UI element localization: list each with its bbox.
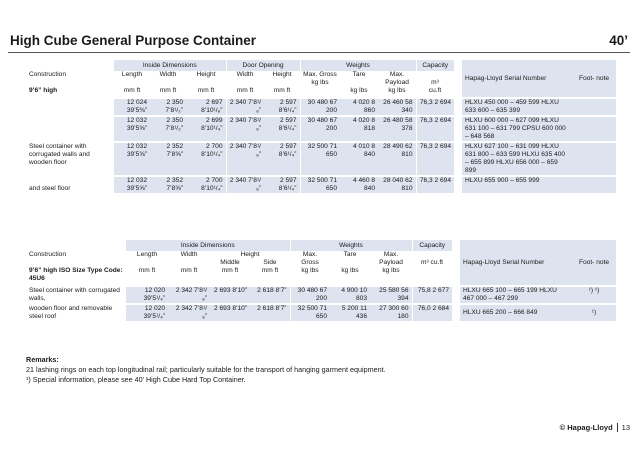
t2-col-max-gross: Gross — [301, 259, 319, 266]
page-footer — [560, 423, 630, 432]
table-row: Steel container with corrugated walls and wooden floor 12 032 39’5⅝” 2 352 7’8⅝” 2 700 8’10¹/₄” 2 340 7’8¹/₈” 2 597 8’6¹/₄” 32 500 71 650 4 010 8 840 28 490 62 810 76,3 2 694 HLXU 627 100 – 631 099 HLXU 631 800 – 633 599 HLXU 635 400 – 655 899 HLXU 656 000 – 659 899 — [26, 142, 616, 176]
remarks-line-1: 21 lashing rings on each top longitudinal rail; particularly suitable for the transport of hanging garment equipment. — [26, 365, 386, 374]
t2-footnote-heading: Foot- note — [572, 240, 616, 286]
table-row: 12 032 39’5⅝” 2 350 7’8¹/₂” 2 699 8’10¹/₄” 2 340 7’8¹/₈” 2 597 8’6¹/₄” 30 480 67 200 4 020 8 818 26 480 58 378 76,3 2 694 HLXU 600 000 – 627 099 HLXU 631 100 – 631 799 CPSU 600 000 – 648 568 — [26, 116, 616, 142]
t1-col-door-height: Height — [272, 71, 292, 78]
t2-col-max-gross-top: Max. — [302, 251, 318, 258]
t2-subtitle: 9’6” high ISO Size Type Code: 45U6 — [29, 267, 123, 282]
t1-col-height: Height — [196, 71, 216, 78]
t2-col-height-side: Side — [263, 259, 277, 266]
page-number: 13 — [617, 423, 630, 432]
t2-col-tare: Tare — [343, 251, 357, 258]
spec-table-standard — [26, 60, 616, 193]
t1-subtitle: 9’6” high — [29, 87, 58, 94]
table-row: 12 024 39’5⅜” 2 350 7’8¹/₂” 2 697 8’10¹/₈” 2 340 7’8¹/₈” 2 597 8’6¹/₄” 30 480 67 200 4 020 8 860 26 460 58 340 76,3 2 694 HLXU 450 000 – 459 599 HLXU 633 600 – 635 399 — [26, 98, 616, 116]
t1-footnote-heading: Foot- note — [572, 60, 616, 98]
t1-group-weights: Weights — [300, 60, 416, 71]
t2-col-max-payload: Payload — [379, 259, 403, 266]
page-title: High Cube General Purpose Container — [10, 33, 257, 48]
t1-col-capacity: m³ — [431, 79, 439, 86]
page-header — [8, 33, 630, 55]
t2-col-max-payload-top: Max. — [383, 251, 399, 258]
header-rule — [8, 52, 630, 53]
t1-col-max-payload: Max. Payload — [385, 71, 409, 86]
t2-serial-heading: Hapag-Lloyd Serial Number — [460, 240, 572, 286]
t1-col-length: Length — [121, 71, 143, 78]
table-row: and steel floor 12 032 39’5⅝” 2 352 7’8⅝” 2 700 8’10¹/₄” 2 340 7’8¹/₈” 2 597 8’6¹/₄” 32 500 71 650 4 460 8 840 28 040 62 810 76,3 2 694 HLXU 655 900 – 655 999 — [26, 176, 616, 193]
t1-group-door-opening: Door Opening — [226, 60, 300, 71]
remarks-line-2: ¹) Special information, please see 40’ High Cube Hard Top Container. — [26, 375, 246, 384]
t1-col-tare: Tare — [352, 71, 366, 78]
t1-col-door-width: Width — [236, 71, 254, 78]
t2-col-width: Width — [180, 251, 198, 258]
table-row: wooden floor and removable steel roof 12 020 39’5¹/₄” 2 342 7’8¹/₈” 2 693 8’10” 2 618 8’7” 32 500 71 650 5 200 11 436 27 300 60 180 76,0 2 684 HLXU 665 200 – 666 849 ¹) — [26, 304, 616, 321]
spec-table-hard-top — [26, 240, 616, 321]
t1-group-row — [26, 60, 616, 71]
t2-group-weights: Weights — [290, 240, 412, 251]
t2-group-capacity: Capacity — [412, 240, 452, 251]
t1-serial-heading: Hapag-Lloyd Serial Number — [462, 60, 572, 98]
t2-column-header-row: Construction 9’6” high ISO Size Type Code: 45U6 Length mm ft Width mm ft Height Middle mm ft Side mm ft Max. Gross kg lbs Tare kg lbs Max. Payload kg lbs m³ cu.ft — [26, 251, 616, 286]
t2-col-capacity: m³ cu.ft — [421, 259, 443, 266]
copyright: © Hapag-Lloyd — [559, 423, 613, 432]
container-size: 40’ — [609, 33, 628, 48]
table-row: Steel container with corrugated walls, 12 020 39’5¹/₄” 2 342 7’8¹/₈” 2 693 8’10” 2 618 8’7” 30 480 67 200 4 900 10 803 25 580 56 394 75,8 2 677 HLXU 665 100 – 665 199 HLXU 467 000 – 467 299 ¹) ¹) — [26, 286, 616, 304]
t1-group-capacity: Capacity — [416, 60, 454, 71]
t2-construction-label: Construction — [29, 251, 67, 258]
t1-construction-label: Construction — [29, 71, 67, 78]
t1-col-max-gross: Max. Gross — [303, 71, 337, 78]
remarks — [26, 355, 616, 385]
t2-col-length: Length — [136, 251, 158, 258]
t2-group-height: Height — [240, 251, 260, 258]
t1-column-header-row: Construction 9’6” high Length mm ft Width mm ft Height mm ft Width mm ft Height mm ft Max. Gross kg lbs Tare kg lbs Max. Payload kg lbs m³ cu.ft — [26, 71, 616, 98]
t2-group-row — [26, 240, 616, 251]
t2-col-height-middle: Middle — [220, 259, 240, 266]
t1-col-width: Width — [159, 71, 177, 78]
t2-group-inside-dimensions: Inside Dimensions — [126, 240, 290, 251]
remarks-title: Remarks: — [26, 355, 59, 364]
t1-group-inside-dimensions: Inside Dimensions — [114, 60, 226, 71]
